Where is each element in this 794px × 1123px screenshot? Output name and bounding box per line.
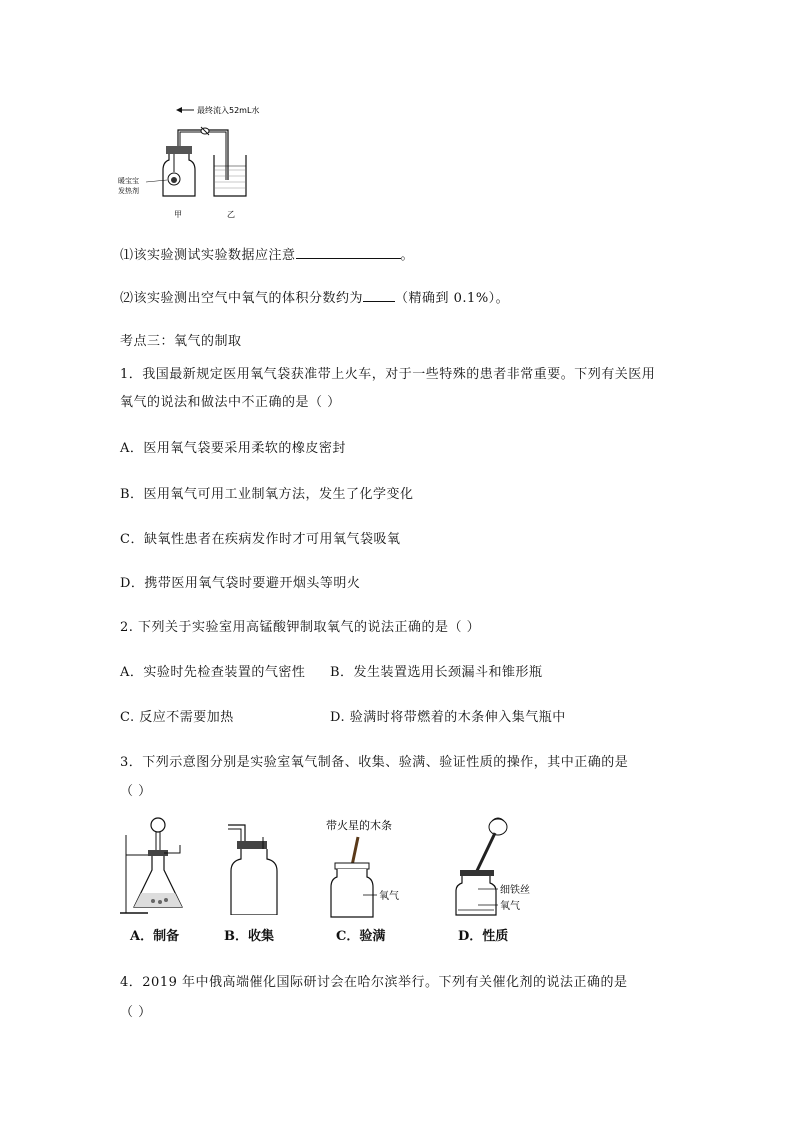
question-2-option-a: A．实验时先检查装置的气密性 (120, 665, 306, 680)
figure-c-gas-label: 氧气 (379, 891, 399, 902)
figure-b-label: B．收集 (224, 929, 274, 944)
figure-a-label: A．制备 (130, 929, 180, 944)
figure-d-wire-label: 细铁丝 (500, 885, 530, 896)
question-1-line-1: 1．我国最新规定医用氧气袋获准带上火车，对于一些特殊的患者非常重要。下列有关医用 (120, 367, 656, 382)
question-1-option-d: D．携带医用氧气袋时要避开烟头等明火 (120, 576, 361, 591)
bottle-label-1: 暖宝宝 (118, 177, 139, 185)
experiment-figures (118, 815, 678, 945)
question-1-option-a: A．医用氧气袋要采用柔软的橡皮密封 (120, 441, 346, 456)
question-1-line-2: 氧气的说法和做法中不正确的是（ ） (120, 395, 341, 410)
figure-d-property (448, 815, 548, 925)
figure-a-preparation (118, 815, 198, 915)
answer-blank (296, 246, 401, 259)
question-part-2: ⑵该实验测出空气中氧气的体积分数约为 （精确到 0.1%）。 (120, 291, 510, 306)
label-yi: 乙 (227, 210, 235, 219)
question-2: 2. 下列关于实验室用高锰酸钾制取氧气的说法正确的是（ ） (120, 620, 481, 635)
question-1-option-b: B．医用氧气可用工业制氧方法，发生了化学变化 (120, 487, 414, 502)
figure-c-full-check (323, 815, 423, 925)
arrow-label: 最终流入52mL水 (197, 106, 260, 115)
figure-d-gas-label: 氧气 (500, 901, 520, 912)
section-title: 考点三：氧气的制取 (120, 334, 242, 349)
question-3-line-1: 3．下列示意图分别是实验室氧气制备、收集、验满、验证性质的操作，其中正确的是 (120, 755, 629, 770)
figure-b-collection (223, 815, 293, 915)
question-4-line-1: 4．2019 年中俄高端催化国际研讨会在哈尔滨举行。下列有关催化剂的说法正确的是 (120, 975, 628, 990)
question-2-option-b: B．发生装置选用长颈漏斗和锥形瓶 (330, 665, 543, 680)
question-1-option-c: C．缺氧性患者在疾病发作时才可用氧气袋吸氧 (120, 532, 401, 547)
label-jia: 甲 (174, 210, 182, 219)
question-2-option-d: D. 验满时将带燃着的木条伸入集气瓶中 (330, 710, 566, 725)
oxygen-measurement-apparatus (118, 100, 278, 225)
figure-c-stick-label: 带火星的木条 (326, 819, 392, 832)
question-3-line-2: （ ） (120, 784, 152, 799)
answer-blank (363, 289, 395, 302)
question-2-option-c: C. 反应不需要加热 (120, 710, 234, 725)
question-4-line-2: （ ） (120, 1005, 152, 1020)
figure-d-label: D．性质 (458, 929, 509, 944)
bottle-label-2: 发热剂 (118, 187, 139, 195)
question-part-1: ⑴该实验测试实验数据应注意 。 (120, 248, 415, 263)
figure-c-label: C．验满 (336, 929, 386, 944)
